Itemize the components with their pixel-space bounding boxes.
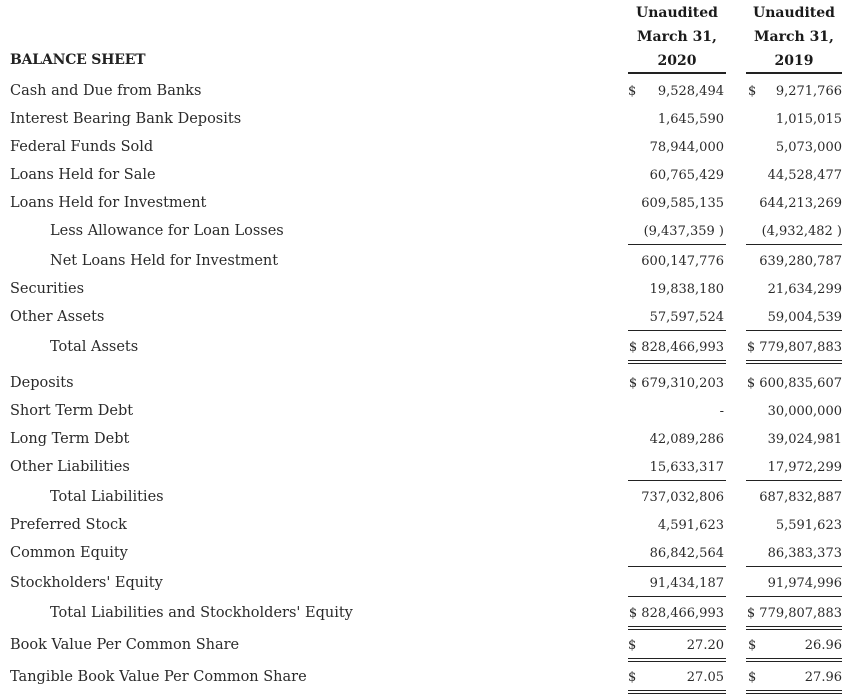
total-double-rule [628, 658, 726, 659]
row-label: Tangible Book Value Per Common Share [10, 669, 307, 685]
value-2020: $ 679,310,203 [628, 376, 724, 391]
subtotal-rule [746, 330, 842, 331]
value-2020: $ 828,466,993 [628, 606, 724, 621]
total-double-rule [628, 363, 726, 364]
subtotal-rule [628, 244, 726, 245]
value-2019: 44,528,477 [767, 168, 842, 183]
row-label: Cash and Due from Banks [10, 83, 202, 99]
total-double-rule [746, 693, 842, 694]
value-2020: (9,437,359 ) [643, 224, 724, 239]
row-label: Long Term Debt [10, 431, 130, 447]
subtotal-rule [628, 596, 726, 597]
dollar-sign: $ [748, 84, 757, 99]
dollar-sign: $ [628, 84, 637, 99]
row-label: Common Equity [10, 545, 128, 561]
table-row-cash [0, 80, 847, 102]
section-title: BALANCE SHEET [10, 52, 146, 68]
value-2019: 5,591,623 [775, 518, 842, 533]
row-label: Federal Funds Sold [10, 139, 154, 155]
total-double-rule [628, 626, 726, 627]
row-label: Loans Held for Investment [10, 195, 207, 211]
value-2020: 600,147,776 [641, 254, 724, 269]
subtotal-rule [746, 596, 842, 597]
table-row-common-equity [0, 542, 847, 564]
subtotal-rule [628, 330, 726, 331]
table-row-other-assets [0, 306, 847, 328]
table-row-stockholders-equity [0, 572, 847, 594]
value-2019: 91,974,996 [767, 576, 842, 591]
table-row-allowance [0, 220, 847, 242]
table-row-other-liabilities [0, 456, 847, 478]
table-row-securities [0, 278, 847, 300]
value-2020: 1,645,590 [657, 112, 724, 127]
value-2020: 737,032,806 [641, 490, 724, 505]
subtotal-rule [746, 566, 842, 567]
table-row-loans-held-for-sale [0, 164, 847, 186]
value-2019: $ 779,807,883 [746, 606, 842, 621]
subtotal-rule [628, 566, 726, 567]
value-2020: 27.20 [686, 638, 724, 653]
row-label: Other Liabilities [10, 459, 130, 475]
value-2020: 91,434,187 [649, 576, 724, 591]
value-2020: 15,633,317 [649, 460, 724, 475]
subtotal-rule [746, 244, 842, 245]
table-row-interest-bearing [0, 108, 847, 130]
table-row-short-term-debt [0, 400, 847, 422]
value-2019: 21,634,299 [767, 282, 842, 297]
row-label: Net Loans Held for Investment [50, 253, 279, 269]
table-row-deposits [0, 372, 847, 394]
value-2019: 9,271,766 [775, 84, 842, 99]
value-2019: 687,832,887 [759, 490, 842, 505]
value-2019: 86,383,373 [767, 546, 842, 561]
value-2019: 27.96 [804, 670, 842, 685]
table-row-total-liabilities [0, 486, 847, 508]
row-label: Stockholders' Equity [10, 575, 163, 591]
col-2019-header-line1: Unaudited [753, 5, 835, 21]
col-2019-header-line2: March 31, [754, 29, 834, 45]
table-row-long-term-debt [0, 428, 847, 450]
col-2020-header-line2: March 31, [637, 29, 717, 45]
value-2019: 17,972,299 [767, 460, 842, 475]
row-label: Securities [10, 281, 85, 297]
row-label: Interest Bearing Bank Deposits [10, 111, 242, 127]
value-2019: $ 779,807,883 [746, 340, 842, 355]
value-2020: 27.05 [686, 670, 724, 685]
table-row-book-value [0, 634, 847, 656]
value-2019: $ 600,835,607 [746, 376, 842, 391]
dollar-sign: $ [748, 670, 757, 685]
subtotal-rule [746, 480, 842, 481]
value-2019: 30,000,000 [767, 404, 842, 419]
total-double-rule [628, 693, 726, 694]
value-2019: (4,932,482 ) [761, 224, 842, 239]
value-2019: 39,024,981 [767, 432, 842, 447]
value-2020: 609,585,135 [641, 196, 724, 211]
value-2020: 19,838,180 [649, 282, 724, 297]
total-double-rule [628, 360, 726, 361]
total-double-rule [746, 629, 842, 630]
table-row-fed-funds [0, 136, 847, 158]
total-double-rule [746, 658, 842, 659]
value-2019: 26.96 [804, 638, 842, 653]
row-label: Short Term Debt [10, 403, 134, 419]
total-double-rule [628, 661, 726, 662]
value-2020: - [719, 404, 724, 419]
value-2020: 4,591,623 [657, 518, 724, 533]
total-double-rule [628, 690, 726, 691]
table-row-tangible-book-value [0, 666, 847, 688]
value-2020: $ 828,466,993 [628, 340, 724, 355]
total-double-rule [746, 690, 842, 691]
value-2019: 1,015,015 [775, 112, 842, 127]
subtotal-rule [628, 480, 726, 481]
value-2019: 639,280,787 [759, 254, 842, 269]
table-row-total-assets [0, 336, 847, 358]
header-rule-2020 [628, 72, 726, 74]
total-double-rule [746, 363, 842, 364]
row-label: Total Assets [50, 339, 139, 355]
table-row-total-liabilities-equity [0, 602, 847, 624]
table-row-loans-held-for-investment [0, 192, 847, 214]
value-2019: 59,004,539 [767, 310, 842, 325]
value-2020: 9,528,494 [657, 84, 724, 99]
value-2020: 86,842,564 [649, 546, 724, 561]
total-double-rule [628, 629, 726, 630]
dollar-sign: $ [748, 638, 757, 653]
total-double-rule [746, 626, 842, 627]
col-2019-header-line3: 2019 [774, 53, 814, 69]
table-row-preferred-stock [0, 514, 847, 536]
dollar-sign: $ [628, 670, 637, 685]
header-rule-2019 [746, 72, 842, 74]
value-2019: 5,073,000 [775, 140, 842, 155]
row-label: Total Liabilities [50, 489, 164, 505]
col-2020-header-line3: 2020 [657, 53, 697, 69]
value-2019: 644,213,269 [759, 196, 842, 211]
total-double-rule [746, 360, 842, 361]
value-2020: 78,944,000 [649, 140, 724, 155]
row-label: Book Value Per Common Share [10, 637, 240, 653]
row-label: Less Allowance for Loan Losses [50, 223, 284, 239]
value-2020: 42,089,286 [649, 432, 724, 447]
value-2020: 57,597,524 [649, 310, 724, 325]
col-2020-header-line1: Unaudited [636, 5, 718, 21]
row-label: Other Assets [10, 309, 105, 325]
value-2020: 60,765,429 [649, 168, 724, 183]
table-row-net-loans [0, 250, 847, 272]
dollar-sign: $ [628, 638, 637, 653]
total-double-rule [746, 661, 842, 662]
row-label: Preferred Stock [10, 517, 127, 533]
row-label: Loans Held for Sale [10, 167, 156, 183]
row-label: Deposits [10, 375, 74, 391]
row-label: Total Liabilities and Stockholders' Equity [50, 605, 353, 621]
